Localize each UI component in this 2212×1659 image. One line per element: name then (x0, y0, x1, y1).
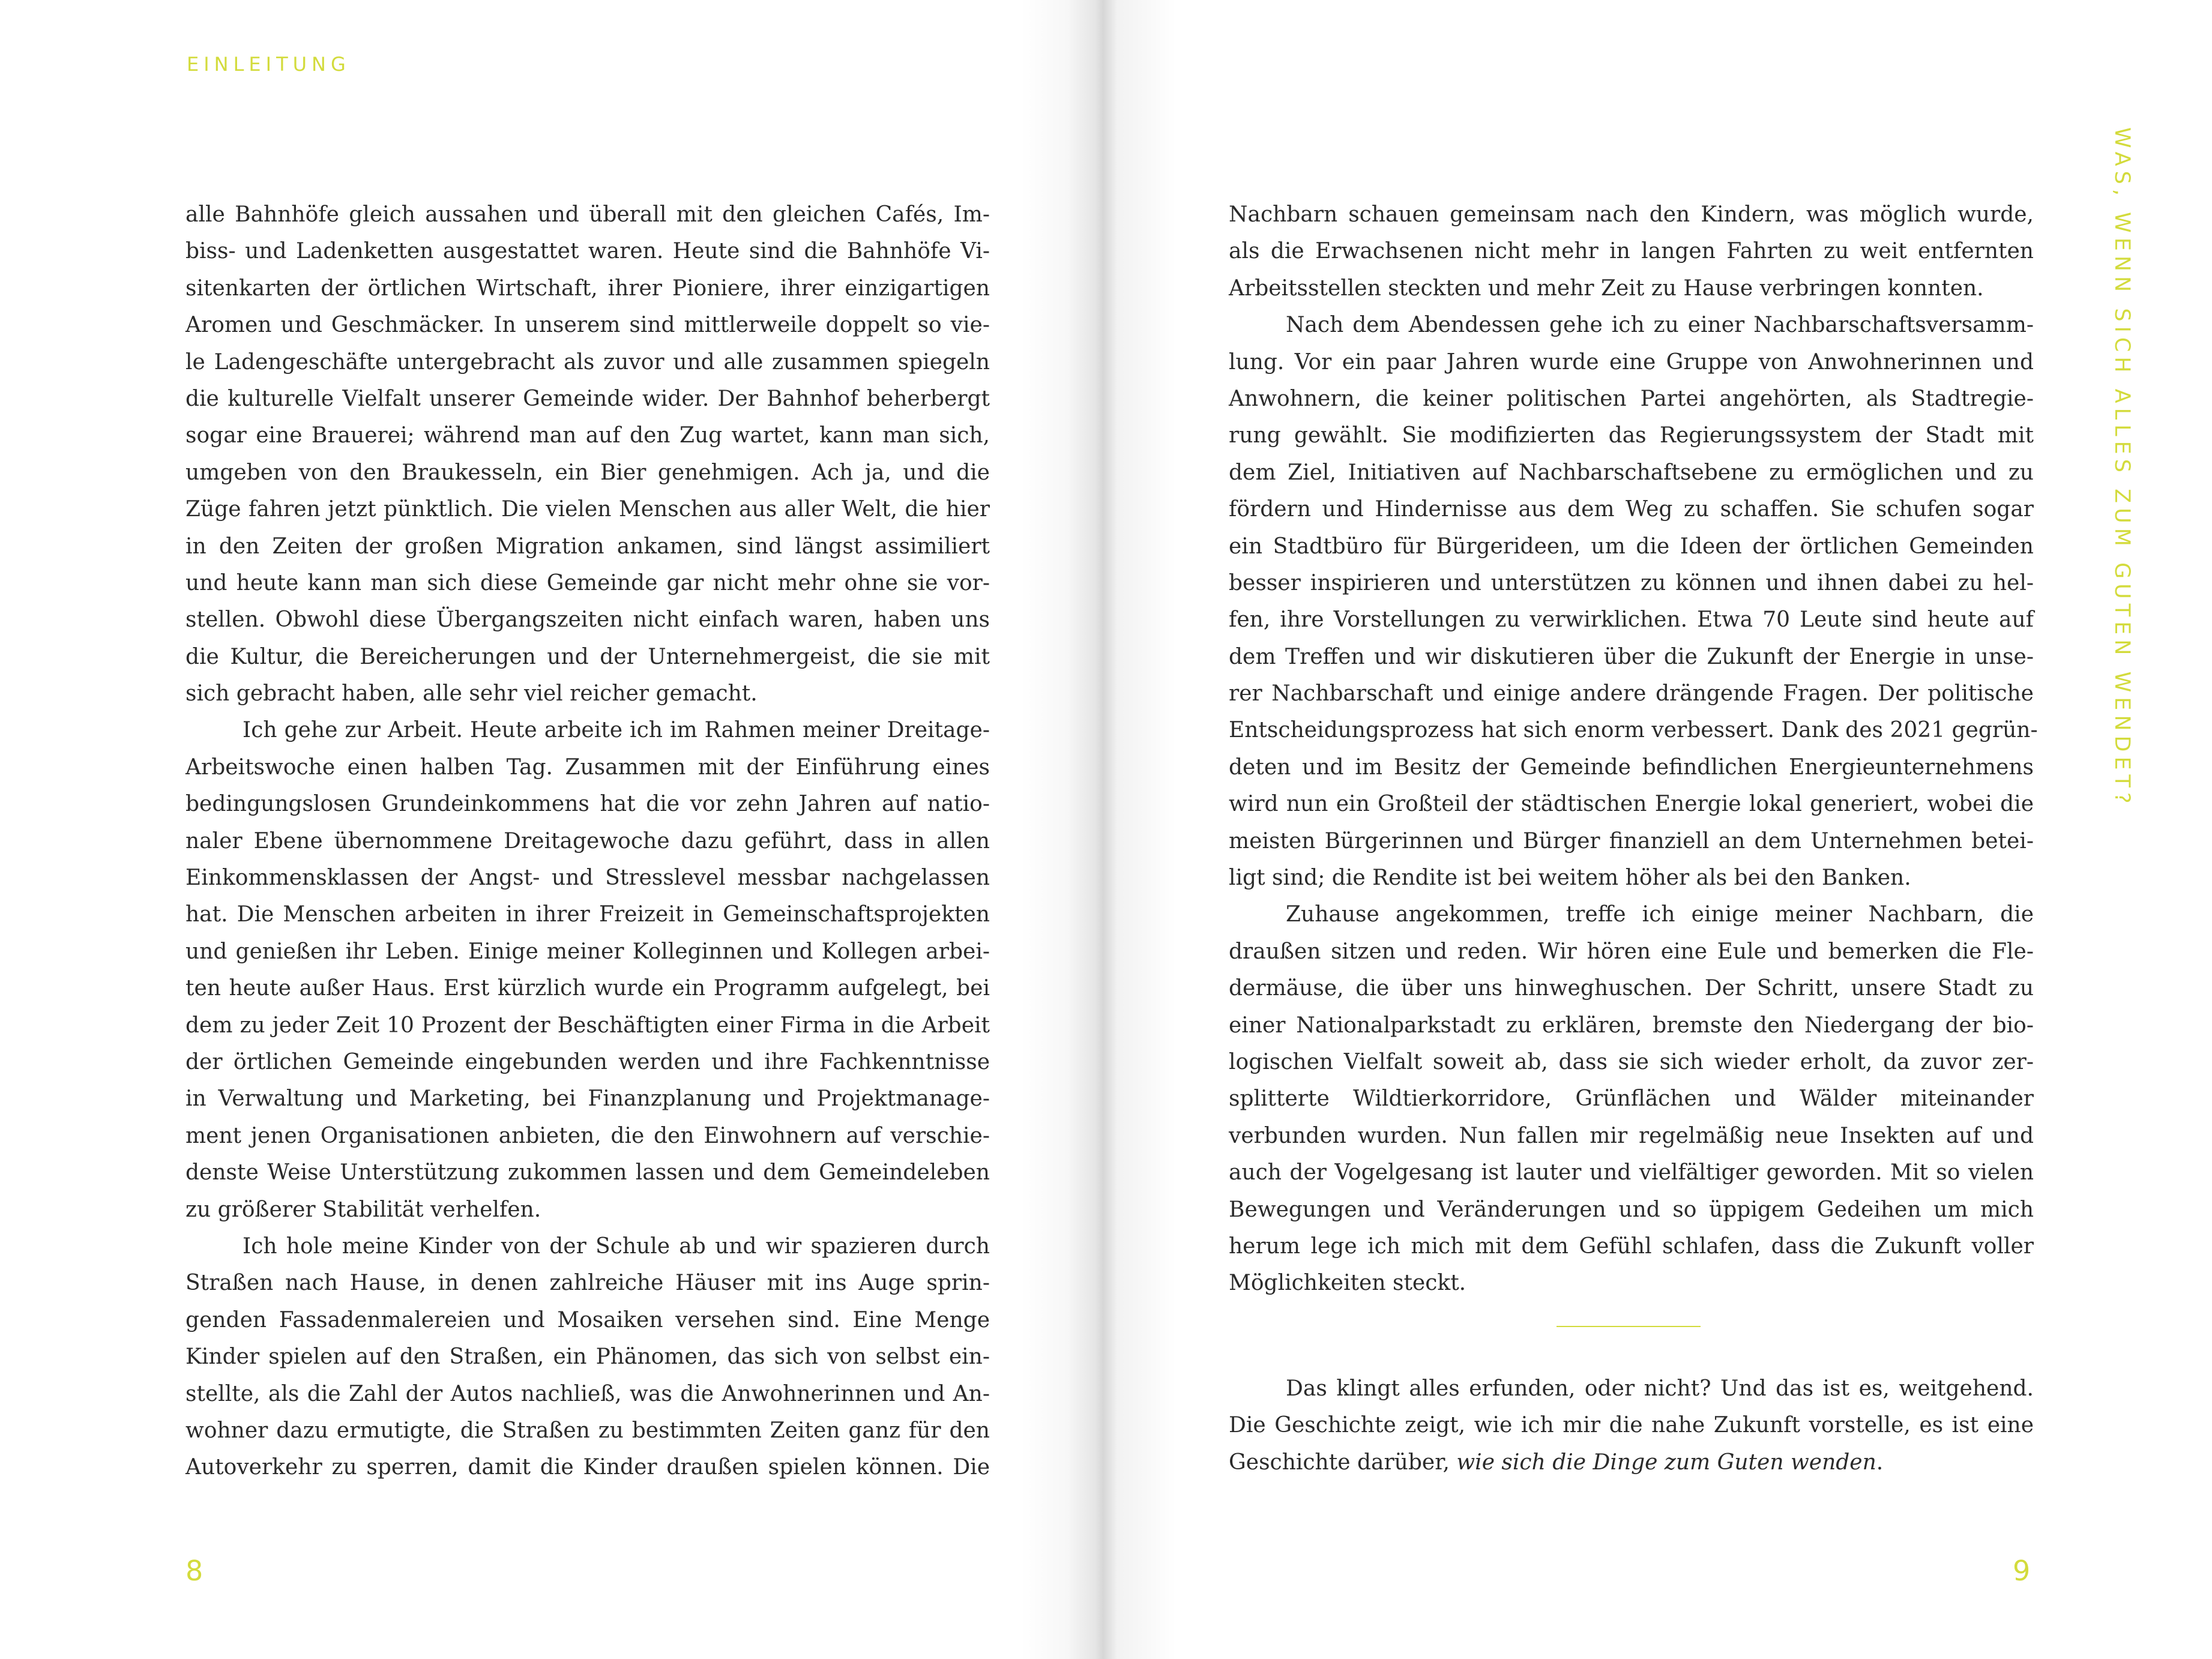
text-line: Entscheidungsprozess hat sich enorm verbessert. Dank des 2021 gegrün- (1229, 718, 2038, 743)
text-line: Die Geschichte zeigt, wie ich mir die nahe Zukunft vorstelle, es ist eine (1229, 1413, 2034, 1438)
text-line: dem Treffen und wir diskutieren über die Zukunft der Energie in unse- (1229, 644, 2034, 669)
side-running-head: WAS, WENN SICH ALLES ZUM GUTEN WENDET? (2110, 127, 2134, 808)
text-line: meisten Bürgerinnen und Bürger finanziell an dem Unternehmen betei- (1229, 828, 2034, 854)
text-line: Einkommensklassen der Angst- und Stresslevel messbar nachgelassen (185, 866, 990, 891)
text-line: in Verwaltung und Marketing, bei Finanzplanung und Projektmanage- (185, 1086, 990, 1112)
text-line: ment jenen Organisationen anbieten, die den Einwohnern auf verschie- (185, 1123, 990, 1148)
text-line: als die Erwachsenen nicht mehr in langen Fahrten zu weit entfernten (1229, 239, 2034, 264)
text-line: bedingungslosen Grundeinkommens hat die vor zehn Jahren auf natio- (185, 792, 990, 817)
text-line: fördern und Hindernisse aus dem Weg zu schaffen. Sie schufen sogar (1229, 497, 2034, 522)
text-line: zu größerer Stabilität verhelfen. (185, 1197, 541, 1222)
text-line: Zuhause angekommen, treffe ich einige meiner Nachbarn, die (1286, 902, 2034, 927)
text-line: Anwohnern, die keiner politischen Partei angehörten, als Stadtregie- (1229, 386, 2034, 411)
page-number-left: 8 (185, 1555, 203, 1587)
text-line: Aromen und Geschmäcker. In unserem sind mittlerweile doppelt so vie- (185, 313, 990, 338)
running-head: EINLEITUNG (187, 53, 351, 76)
text-line: Nach dem Abendessen gehe ich zu einer Nachbarschaftsversamm- (1286, 313, 2034, 338)
text-line: alle Bahnhöfe gleich aussahen und überall mit den gleichen Cafés, Im- (185, 202, 990, 227)
text-line: verbunden wurden. Nun fallen mir regelmäßig neue Insekten auf und (1229, 1123, 2034, 1148)
text-line: Arbeitsstellen steckten und mehr Zeit zu Hause verbringen konnten. (1229, 275, 1984, 301)
text-line: und genießen ihr Leben. Einige meiner Kolleginnen und Kollegen arbei- (185, 939, 990, 964)
italic-phrase: wie sich die Dinge zum Guten wenden (1456, 1450, 1876, 1475)
text-line: und heute kann man sich diese Gemeinde gar nicht mehr ohne sie vor- (185, 570, 990, 595)
text-line: sitenkarten der örtlichen Wirtschaft, ihrer Pioniere, ihrer einzigartigen (185, 275, 990, 301)
text-line: ein Stadtbüro für Bürgerideen, um die Ideen der örtlichen Gemeinden (1229, 534, 2034, 559)
text-line: sich gebracht haben, alle sehr viel reicher gemacht. (185, 681, 758, 706)
text-fragment: Geschichte darüber, (1229, 1450, 1457, 1475)
text-line: herum lege ich mich mit dem Gefühl schlafen, dass die Zukunft voller (1229, 1233, 2034, 1259)
text-line: Das klingt alles erfunden, oder nicht? Und das ist es, weitgehend. (1286, 1376, 2034, 1401)
text-line: die kulturelle Vielfalt unserer Gemeinde wider. Der Bahnhof beherbergt (185, 386, 990, 411)
text-line: Bewegungen und Veränderungen und so üppigem Gedeihen um mich (1229, 1197, 2034, 1222)
text-line: Möglichkeiten steckt. (1229, 1271, 1466, 1296)
text-line: genden Fassadenmalereien und Mosaiken versehen sind. Eine Menge (185, 1307, 990, 1332)
text-line: deten und im Besitz der Gemeinde befindlichen Energieunternehmens (1229, 754, 2034, 780)
text-line: naler Ebene übernommene Dreitagewoche dazu geführt, dass in allen (185, 828, 990, 854)
text-line: einer Nationalparkstadt zu erklären, bremste den Niedergang der bio- (1229, 1013, 2034, 1038)
text-line: dermäuse, die über uns hinweghuschen. Der Schritt, unsere Stadt zu (1229, 976, 2034, 1001)
text-line: fen, ihre Vorstellungen zu verwirklichen. Etwa 70 Leute sind heute auf (1229, 607, 2034, 633)
text-line: Arbeitswoche einen halben Tag. Zusammen mit der Einführung eines (185, 754, 990, 780)
text-line: Ich hole meine Kinder von der Schule ab und wir spazieren durch (243, 1233, 990, 1259)
text-line: dem zu jeder Zeit 10 Prozent der Beschäftigten einer Firma in die Arbeit (185, 1013, 990, 1038)
text-line: hat. Die Menschen arbeiten in ihrer Freizeit in Gemeinschaftsprojekten (185, 902, 990, 927)
text-line: stellte, als die Zahl der Autos nachließ, was die Anwohnerinnen und An- (185, 1381, 990, 1406)
page-number-right: 9 (2013, 1555, 2031, 1587)
text-line: Züge fahren jetzt pünktlich. Die vielen Menschen aus aller Welt, die hier (185, 497, 990, 522)
text-line: wohner dazu ermutigte, die Straßen zu bestimmten Zeiten ganz für den (185, 1418, 990, 1443)
text-line: Kinder spielen auf den Straßen, ein Phänomen, das sich von selbst ein- (185, 1344, 990, 1370)
text-line-final (1229, 1444, 2034, 1481)
text-line: le Ladengeschäfte untergebracht als zuvor und alle zusammen spiegeln (185, 349, 990, 375)
gutter-shadow (1020, 0, 1177, 1659)
text-line: stellen. Obwohl diese Übergangszeiten nicht einfach waren, haben uns (185, 607, 990, 633)
text-line: wird nun ein Großteil der städtischen Energie lokal generiert, wobei die (1229, 792, 2034, 817)
text-line: besser inspirieren und unterstützen zu können und ihnen dabei zu hel- (1229, 570, 2034, 595)
text-line: draußen sitzen und reden. Wir hören eine Eule und bemerken die Fle- (1229, 939, 2034, 964)
section-gap (1229, 1327, 2034, 1370)
text-line: splitterte Wildtierkorridore, Grünflächen und Wälder miteinander (1229, 1086, 2034, 1112)
text-line: rung gewählt. Sie modifizierten das Regierungssystem der Stadt mit (1229, 423, 2034, 448)
text-line: der örtlichen Gemeinde eingebunden werden und ihre Fachkenntnisse (185, 1049, 990, 1074)
text-line: Nachbarn schauen gemeinsam nach den Kindern, was möglich wurde, (1229, 202, 2034, 227)
text-line: sogar eine Brauerei; während man auf den Zug wartet, kann man sich, (185, 423, 990, 448)
text-line: die Kultur, die Bereicherungen und der Unternehmergeist, die sie mit (185, 644, 990, 669)
text-line: rer Nachbarschaft und einige andere drängende Fragen. Der politische (1229, 681, 2034, 706)
text-line: Straßen nach Hause, in denen zahlreiche Häuser mit ins Auge sprin- (185, 1271, 990, 1296)
text-line: denste Weise Unterstützung zukommen lassen und dem Gemeindeleben (185, 1160, 990, 1185)
text-line: Autoverkehr zu sperren, damit die Kinder draußen spielen können. Die (185, 1455, 990, 1480)
text-line: lung. Vor ein paar Jahren wurde eine Gruppe von Anwohnerinnen und (1229, 349, 2034, 375)
text-line: in den Zeiten der großen Migration ankamen, sind längst assimiliert (185, 534, 990, 559)
text-line: umgeben von den Braukesseln, ein Bier genehmigen. Ach ja, und die (185, 460, 990, 485)
text-line: ten heute außer Haus. Erst kürzlich wurde ein Programm aufgelegt, bei (185, 976, 990, 1001)
text-line: dem Ziel, Initiativen auf Nachbarschaftsebene zu ermöglichen und zu (1229, 460, 2034, 485)
text-line: biss- und Ladenketten ausgestattet waren. Heute sind die Bahnhöfe Vi- (185, 239, 990, 264)
text-line: ligt sind; die Rendite ist bei weitem höher als bei den Banken. (1229, 866, 1911, 891)
text-line: Ich gehe zur Arbeit. Heute arbeite ich im Rahmen meiner Dreitage- (243, 718, 990, 743)
text-line: logischen Vielfalt soweit ab, dass sie sich wieder erholt, da zuvor zer- (1229, 1049, 2034, 1074)
text-line: auch der Vogelgesang ist lauter und vielfältiger geworden. Mit so vielen (1229, 1160, 2034, 1185)
text-fragment: . (1876, 1450, 1884, 1475)
left-page-text (185, 196, 990, 1486)
right-page-text (1229, 196, 2038, 1481)
